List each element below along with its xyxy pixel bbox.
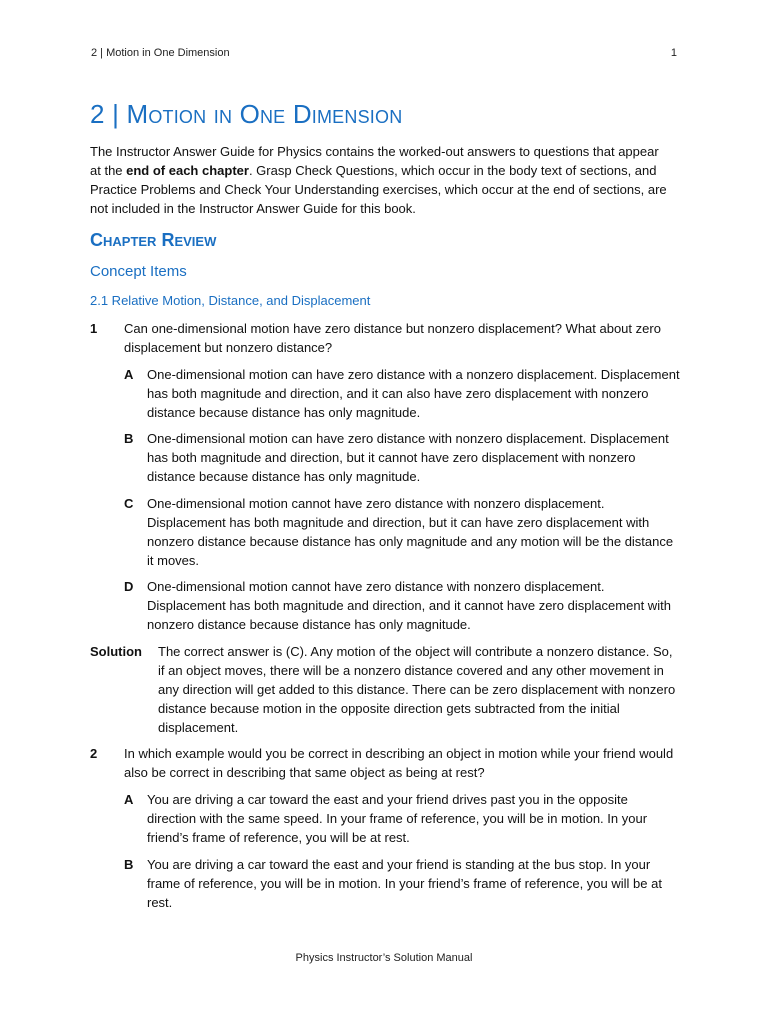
option-letter: C bbox=[124, 496, 134, 511]
question-text: Can one-dimensional motion have zero distance but nonzero displacement? What about zero displacement but nonzero distance? bbox=[124, 321, 661, 355]
question-1-option-c bbox=[124, 494, 680, 570]
option-letter: B bbox=[124, 431, 134, 446]
option-text: You are driving a car toward the east and your friend is standing at the bus stop. In your frame of reference, you will be in motion. In your friend’s frame of reference, you will be at rest. bbox=[147, 857, 662, 910]
question-1-option-d bbox=[124, 577, 680, 634]
option-text: One-dimensional motion can have zero distance with a nonzero displacement. Displacement has both magnitude and direction, and it can also have zero displacement with nonzero distance because distance has only magnitude. bbox=[147, 367, 680, 420]
running-header bbox=[91, 47, 677, 63]
option-letter: A bbox=[124, 792, 134, 807]
topic-heading: 2.1 Relative Motion, Distance, and Displacement bbox=[90, 293, 371, 308]
intro-paragraph bbox=[90, 142, 670, 218]
question-1 bbox=[90, 319, 680, 357]
solution-label: Solution bbox=[90, 644, 142, 659]
question-1-option-b bbox=[124, 429, 680, 486]
question-text: In which example would you be correct in describing an object in motion while your friend would also be correct in describing that same object as being at rest? bbox=[124, 746, 674, 780]
option-text: One-dimensional motion cannot have zero distance with nonzero displacement. Displacement has both magnitude and direction, but it can have zero displacement with nonzero distance because distance has only magnitude and any motion will be the distance it moves. bbox=[147, 496, 674, 568]
question-2-option-a bbox=[124, 790, 680, 847]
question-2 bbox=[90, 744, 680, 782]
question-2-option-b bbox=[124, 855, 680, 912]
intro-text-bold: end of each chapter bbox=[126, 163, 249, 178]
option-letter: B bbox=[124, 857, 134, 872]
option-text: One-dimensional motion can have zero distance with nonzero displacement. Displacement has both magnitude and direction, but it cannot have zero displacement with nonzero distance because distance has only magnitude. bbox=[147, 431, 669, 484]
chapter-title: 2 | Motion in One Dimension bbox=[90, 99, 403, 129]
page-footer: Physics Instructor’s Solution Manual bbox=[295, 952, 473, 964]
option-letter: D bbox=[124, 579, 134, 594]
section-heading: Chapter Review bbox=[90, 230, 217, 250]
question-1-solution bbox=[90, 642, 680, 737]
option-letter: A bbox=[124, 367, 134, 382]
question-number: 1 bbox=[90, 321, 98, 336]
option-text: You are driving a car toward the east and your friend drives past you in the opposite direction with the same speed. In your frame of reference, you will be in motion. In your friend’s frame of reference, you will be at rest. bbox=[147, 792, 648, 845]
intro-text-part1: The Instructor Answer Guide for Physics contains the worked-out answers to questions that appear at the bbox=[90, 144, 659, 178]
subsection-heading: Concept Items bbox=[90, 263, 187, 280]
question-number: 2 bbox=[90, 746, 98, 761]
intro-text-part2: . Grasp Check Questions, which occur in the body text of sections, and Practice Problems and Check Your Understanding exercises, which occur at the end of sections, are not included in the Instructor Answer Guide for this book. bbox=[90, 163, 667, 216]
option-text: One-dimensional motion cannot have zero distance with nonzero displacement. Displacement has both magnitude and direction, and it cannot have zero displacement with nonzero distance because distance has only magnitude. bbox=[147, 579, 671, 632]
page-number: 1 bbox=[670, 47, 677, 59]
solution-text: The correct answer is (C). Any motion of the object will contribute a nonzero distance. So, if an object moves, there will be a nonzero distance covered and any other movement in any direction will get added to this distance. There can be zero displacement with nonzero distance because motion in the opposite direction gets subtracted from the initial displacement. bbox=[158, 644, 676, 735]
question-1-option-a bbox=[124, 365, 680, 422]
running-header-title: 2 | Motion in One Dimension bbox=[91, 47, 230, 59]
